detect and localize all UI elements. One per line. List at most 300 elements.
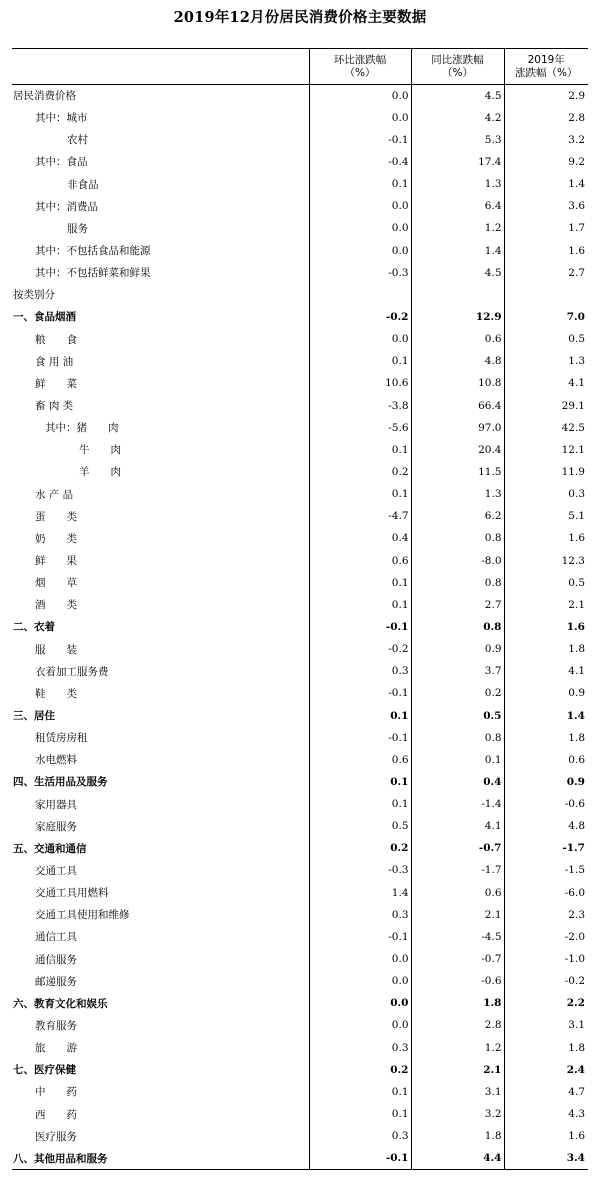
row-label: 水电燃料: [35, 754, 77, 767]
yoy-value: 4.5: [411, 262, 504, 284]
yoy-value: 0.4: [411, 771, 504, 793]
annual-value: 12.3: [561, 554, 585, 567]
yoy-value: 10.8: [411, 372, 504, 394]
mom-value: 0.1: [309, 173, 411, 195]
row-label-cell: [12, 461, 309, 483]
row-label-cell: [12, 284, 309, 306]
row-label: 羊 肉: [79, 466, 121, 479]
row-label-cell: [12, 239, 309, 261]
mom-value: 0.0: [309, 970, 411, 992]
row-label-cell: [12, 616, 309, 638]
header-yoy-line2: （%）: [442, 66, 473, 79]
mom-value: 0.1: [309, 704, 411, 726]
row-label-cell: [12, 350, 309, 372]
annual-value: -0.2: [564, 975, 585, 988]
row-label: 通信服务: [35, 953, 77, 966]
row-label: 四、生活用品及服务: [13, 776, 108, 789]
yoy-value: 1.8: [411, 1125, 504, 1147]
mom-value: -4.7: [309, 505, 411, 527]
table-row: [12, 239, 588, 261]
mom-value: 0.3: [309, 904, 411, 926]
table-row: [12, 727, 588, 749]
mom-value: -0.3: [309, 262, 411, 284]
mom-value: 0.0: [309, 328, 411, 350]
yoy-value: 2.1: [411, 1059, 504, 1081]
table-row: [12, 771, 588, 793]
yoy-value: -0.7: [411, 948, 504, 970]
table-row: [12, 151, 588, 173]
row-label: 西 药: [35, 1108, 77, 1121]
table-row: [12, 461, 588, 483]
row-label-cell: [12, 173, 309, 195]
yoy-value: 20.4: [411, 439, 504, 461]
annual-value: 42.5: [561, 421, 585, 434]
row-label-cell: [12, 394, 309, 416]
yoy-value: 0.6: [411, 328, 504, 350]
row-label: 畜 肉 类: [35, 400, 74, 413]
yoy-value: 17.4: [411, 151, 504, 173]
annual-value: 2.2: [566, 997, 585, 1010]
table-row: [12, 1147, 588, 1169]
table-row: [12, 195, 588, 217]
row-label-cell: [12, 195, 309, 217]
table-row: [12, 793, 588, 815]
row-label: 烟 草: [35, 577, 77, 590]
yoy-value: -4.5: [411, 926, 504, 948]
table-row: [12, 1059, 588, 1081]
annual-value: 9.2: [568, 155, 585, 168]
yoy-value: 3.7: [411, 660, 504, 682]
yoy-value: 2.1: [411, 904, 504, 926]
mom-value: 0.0: [309, 107, 411, 129]
header-annual-change: [504, 49, 588, 85]
row-label: 鞋 类: [35, 687, 77, 700]
yoy-value: 2.8: [411, 1014, 504, 1036]
annual-value: 0.5: [568, 333, 585, 346]
mom-value: -3.8: [309, 394, 411, 416]
yoy-value: -1.7: [411, 859, 504, 881]
yoy-value: 1.8: [411, 992, 504, 1014]
row-label: 居民消费价格: [13, 90, 76, 103]
table-body: [12, 85, 588, 1170]
table-row: [12, 1103, 588, 1125]
mom-value: 0.1: [309, 572, 411, 594]
annual-value: 0.9: [566, 775, 585, 788]
table-row: [12, 926, 588, 948]
row-label: 通信工具: [35, 931, 77, 944]
annual-value: 3.2: [568, 133, 585, 146]
row-label-cell: [12, 328, 309, 350]
row-label-cell: [12, 904, 309, 926]
mom-value: 0.0: [309, 217, 411, 239]
row-label-cell: [12, 262, 309, 284]
annual-value: 1.7: [568, 222, 585, 235]
row-label-cell: [12, 483, 309, 505]
table-row: [12, 262, 588, 284]
table-row: [12, 1081, 588, 1103]
yoy-value: 0.5: [411, 704, 504, 726]
row-label: 农村: [67, 134, 88, 147]
yoy-value: 66.4: [411, 394, 504, 416]
row-label-cell: [12, 749, 309, 771]
annual-value: 4.7: [568, 1085, 585, 1098]
table-row: [12, 882, 588, 904]
mom-value: -0.2: [309, 306, 411, 328]
mom-value: 0.0: [309, 239, 411, 261]
yoy-value: -1.4: [411, 793, 504, 815]
table-row: [12, 350, 588, 372]
row-label: 粮 食: [35, 333, 77, 346]
yoy-value: 1.4: [411, 239, 504, 261]
row-label: 家用器具: [35, 798, 77, 811]
yoy-value: 6.4: [411, 195, 504, 217]
mom-value: -0.2: [309, 638, 411, 660]
row-label: 酒 类: [35, 599, 77, 612]
annual-value: 1.3: [568, 355, 585, 368]
mom-value: 0.1: [309, 594, 411, 616]
yoy-value: 3.2: [411, 1103, 504, 1125]
mom-value: 10.6: [309, 372, 411, 394]
mom-value: 0.3: [309, 1125, 411, 1147]
annual-value: -0.6: [564, 798, 585, 811]
row-label-cell: [12, 771, 309, 793]
table-row: [12, 837, 588, 859]
annual-value: 3.4: [504, 1147, 588, 1169]
yoy-value: 2.7: [411, 594, 504, 616]
table-row: [12, 992, 588, 1014]
yoy-value: 1.2: [411, 217, 504, 239]
annual-value: 4.3: [568, 1108, 585, 1121]
row-label: 教育服务: [35, 1019, 77, 1032]
row-label: 其中：城市: [35, 112, 88, 125]
row-label: 五、交通和通信: [13, 842, 87, 855]
mom-value: -0.1: [309, 926, 411, 948]
mom-value: 0.1: [309, 350, 411, 372]
annual-value: 2.7: [568, 266, 585, 279]
row-label: 其中：不包括食品和能源: [35, 245, 151, 258]
row-label: 其中：食品: [35, 156, 88, 169]
table-row: [12, 1125, 588, 1147]
annual-value: 0.9: [568, 687, 585, 700]
table-row: [12, 483, 588, 505]
annual-value: 1.6: [568, 1130, 585, 1143]
annual-value: 0.6: [568, 753, 585, 766]
mom-value: 0.0: [309, 195, 411, 217]
row-label-cell: [12, 306, 309, 328]
row-label-cell: [12, 837, 309, 859]
table-row: [12, 572, 588, 594]
row-label-cell: [12, 682, 309, 704]
mom-value: -0.1: [309, 129, 411, 151]
annual-value: 0.3: [568, 488, 585, 501]
annual-value: 1.6: [566, 620, 585, 633]
mom-value: -0.1: [309, 682, 411, 704]
table-row: [12, 527, 588, 549]
row-label: 三、居住: [13, 710, 55, 722]
annual-value: 4.8: [568, 820, 585, 833]
annual-value: 1.8: [568, 1041, 585, 1054]
row-label-cell: [12, 107, 309, 129]
annual-value: 7.0: [566, 310, 585, 323]
row-label-cell: [12, 1147, 309, 1169]
yoy-value: 6.2: [411, 505, 504, 527]
yoy-value: 4.1: [411, 815, 504, 837]
mom-value: 0.0: [309, 992, 411, 1014]
mom-value: 0.6: [309, 749, 411, 771]
annual-value: 4.1: [568, 665, 585, 678]
mom-value: 0.3: [309, 660, 411, 682]
mom-value: 0.1: [309, 793, 411, 815]
annual-value: 5.1: [568, 510, 585, 523]
row-label-cell: [12, 1037, 309, 1059]
row-label-cell: [12, 727, 309, 749]
row-label: 中 药: [35, 1086, 77, 1099]
yoy-value: 0.8: [411, 572, 504, 594]
yoy-value: 4.4: [411, 1147, 504, 1169]
table-row: [12, 704, 588, 726]
row-label-cell: [12, 704, 309, 726]
header-mom-change: [309, 49, 411, 85]
annual-value: 2.3: [568, 908, 585, 921]
annual-value: 2.4: [566, 1063, 585, 1076]
mom-value: 0.1: [309, 1103, 411, 1125]
table-row: [12, 1014, 588, 1036]
yoy-value: 0.9: [411, 638, 504, 660]
row-label: 其中：不包括鲜菜和鲜果: [35, 267, 151, 280]
row-label: 衣着加工服务费: [35, 665, 109, 678]
yoy-value: -8.0: [411, 549, 504, 571]
annual-value: 2.1: [568, 598, 585, 611]
row-label-cell: [12, 882, 309, 904]
annual-value: 2.9: [568, 89, 585, 102]
yoy-value: 12.9: [411, 306, 504, 328]
header-yoy-line1: 同比涨跌幅: [431, 53, 484, 66]
row-label-cell: [12, 1081, 309, 1103]
table-row: [12, 859, 588, 881]
row-label-cell: [12, 1125, 309, 1147]
table-row: [12, 549, 588, 571]
row-label-cell: [12, 439, 309, 461]
table-row: [12, 173, 588, 195]
yoy-value: 0.8: [411, 727, 504, 749]
mom-value: 0.2: [309, 837, 411, 859]
row-label-cell: [12, 1014, 309, 1036]
row-label: 鲜 菜: [35, 377, 77, 390]
row-label: 七、医疗保健: [13, 1064, 76, 1077]
row-label-cell: [12, 372, 309, 394]
table-row: [12, 815, 588, 837]
row-label-cell: [12, 527, 309, 549]
annual-value: 12.1: [561, 443, 585, 456]
table-row: [12, 970, 588, 992]
mom-value: 0.2: [309, 461, 411, 483]
row-label: 交通工具: [35, 864, 77, 877]
yoy-value: 3.1: [411, 1081, 504, 1103]
mom-value: [309, 284, 411, 306]
table-row: [12, 638, 588, 660]
row-label: 邮递服务: [35, 975, 77, 988]
table-row: [12, 394, 588, 416]
row-label: 蛋 类: [35, 510, 77, 523]
row-label-cell: [12, 793, 309, 815]
row-label: 一、食品烟酒: [13, 311, 76, 324]
row-label: 交通工具使用和维修: [35, 909, 130, 922]
mom-value: -0.1: [309, 1147, 411, 1169]
row-label: 家庭服务: [35, 820, 77, 833]
yoy-value: 0.1: [411, 749, 504, 771]
row-label: 八、其他用品和服务: [13, 1152, 108, 1165]
table-row: [12, 505, 588, 527]
annual-value: 3.6: [568, 200, 585, 213]
row-label: 二、衣着: [13, 621, 55, 634]
mom-value: -0.1: [309, 727, 411, 749]
annual-value: -1.5: [564, 864, 585, 877]
annual-value: 29.1: [561, 399, 585, 412]
row-label: 鲜 果: [35, 555, 77, 568]
yoy-value: 1.3: [411, 173, 504, 195]
table-row: [12, 284, 588, 306]
yoy-value: 11.5: [411, 461, 504, 483]
row-label-cell: [12, 572, 309, 594]
table-row: [12, 749, 588, 771]
annual-value: -1.0: [564, 953, 585, 966]
annual-value: 1.8: [568, 731, 585, 744]
annual-value: 1.6: [568, 532, 585, 545]
header-mom-line2: （%）: [344, 66, 376, 79]
table-row: [12, 372, 588, 394]
mom-value: 0.2: [309, 1059, 411, 1081]
row-label: 六、教育文化和娱乐: [13, 997, 108, 1010]
row-label: 服 装: [35, 643, 77, 656]
row-label-cell: [12, 217, 309, 239]
annual-value: 1.4: [568, 178, 585, 191]
annual-value: 2.8: [568, 111, 585, 124]
table-row: [12, 306, 588, 328]
row-label-cell: [12, 85, 309, 107]
mom-value: 0.1: [309, 483, 411, 505]
mom-value: 0.0: [309, 1014, 411, 1036]
row-label-cell: [12, 970, 309, 992]
annual-value: -1.7: [562, 842, 585, 855]
yoy-value: 1.2: [411, 1037, 504, 1059]
table-row: [12, 217, 588, 239]
mom-value: -5.6: [309, 417, 411, 439]
row-label: 租赁房房租: [35, 732, 88, 745]
table-row: [12, 660, 588, 682]
row-label: 按类别分: [13, 289, 55, 302]
table-row: [12, 948, 588, 970]
header-blank-cell: [12, 49, 309, 85]
mom-value: -0.1: [309, 616, 411, 638]
mom-value: 0.1: [309, 771, 411, 793]
mom-value: -0.4: [309, 151, 411, 173]
row-label-cell: [12, 417, 309, 439]
mom-value: 0.4: [309, 527, 411, 549]
row-label: 交通工具用燃料: [35, 887, 109, 900]
row-label: 水 产 品: [35, 488, 74, 501]
yoy-value: [411, 284, 504, 306]
table-header-row: [12, 49, 588, 85]
table-row: [12, 129, 588, 151]
yoy-value: -0.7: [411, 837, 504, 859]
header-mom-line1: 环比涨跌幅: [333, 53, 387, 66]
yoy-value: 0.8: [411, 527, 504, 549]
annual-value: 4.1: [568, 377, 585, 390]
row-label: 牛 肉: [79, 444, 121, 457]
yoy-value: 0.8: [411, 616, 504, 638]
row-label: 非食品: [67, 178, 99, 191]
table-row: [12, 328, 588, 350]
annual-value: [504, 284, 588, 306]
row-label: 食 用 油: [35, 355, 74, 368]
row-label-cell: [12, 992, 309, 1014]
annual-value: 11.9: [561, 465, 585, 478]
row-label: 医疗服务: [35, 1130, 77, 1143]
row-label: 服务: [67, 222, 88, 235]
yoy-value: 0.2: [411, 682, 504, 704]
annual-value: 0.5: [568, 576, 585, 589]
annual-value: 1.8: [568, 643, 585, 656]
yoy-value: 4.8: [411, 350, 504, 372]
header-annual-line1: 2019年: [527, 53, 565, 66]
row-label-cell: [12, 505, 309, 527]
mom-value: 0.1: [309, 439, 411, 461]
annual-value: 3.1: [568, 1019, 585, 1032]
yoy-value: 4.2: [411, 107, 504, 129]
row-label-cell: [12, 129, 309, 151]
mom-value: 0.0: [309, 85, 411, 107]
annual-value: -2.0: [564, 930, 585, 943]
annual-value: 1.4: [566, 709, 585, 722]
row-label-cell: [12, 594, 309, 616]
cpi-data-table: [12, 48, 588, 1170]
row-label-cell: [12, 1103, 309, 1125]
table-row: [12, 439, 588, 461]
table-row: [12, 1037, 588, 1059]
yoy-value: 5.3: [411, 129, 504, 151]
table-row: [12, 417, 588, 439]
table-row: [12, 682, 588, 704]
row-label-cell: [12, 859, 309, 881]
row-label-cell: [12, 1059, 309, 1081]
row-label: 其中：消费品: [35, 200, 98, 213]
header-annual-line2: 涨跌幅（%）: [515, 66, 578, 79]
table-row: [12, 85, 588, 107]
yoy-value: 97.0: [411, 417, 504, 439]
row-label-cell: [12, 151, 309, 173]
table-row: [12, 594, 588, 616]
table-row: [12, 107, 588, 129]
table-row: [12, 616, 588, 638]
yoy-value: -0.6: [411, 970, 504, 992]
row-label-cell: [12, 660, 309, 682]
mom-value: 0.0: [309, 948, 411, 970]
yoy-value: 4.5: [411, 85, 504, 107]
mom-value: 0.3: [309, 1037, 411, 1059]
mom-value: -0.3: [309, 859, 411, 881]
page-title: 2019年12月份居民消费价格主要数据: [173, 9, 427, 26]
mom-value: 0.1: [309, 1081, 411, 1103]
table-row: [12, 904, 588, 926]
row-label: 旅 游: [35, 1042, 77, 1055]
yoy-value: 0.6: [411, 882, 504, 904]
mom-value: 0.5: [309, 815, 411, 837]
yoy-value: 1.3: [411, 483, 504, 505]
row-label-cell: [12, 948, 309, 970]
annual-value: -6.0: [564, 886, 585, 899]
annual-value: 1.6: [568, 244, 585, 257]
row-label-cell: [12, 549, 309, 571]
